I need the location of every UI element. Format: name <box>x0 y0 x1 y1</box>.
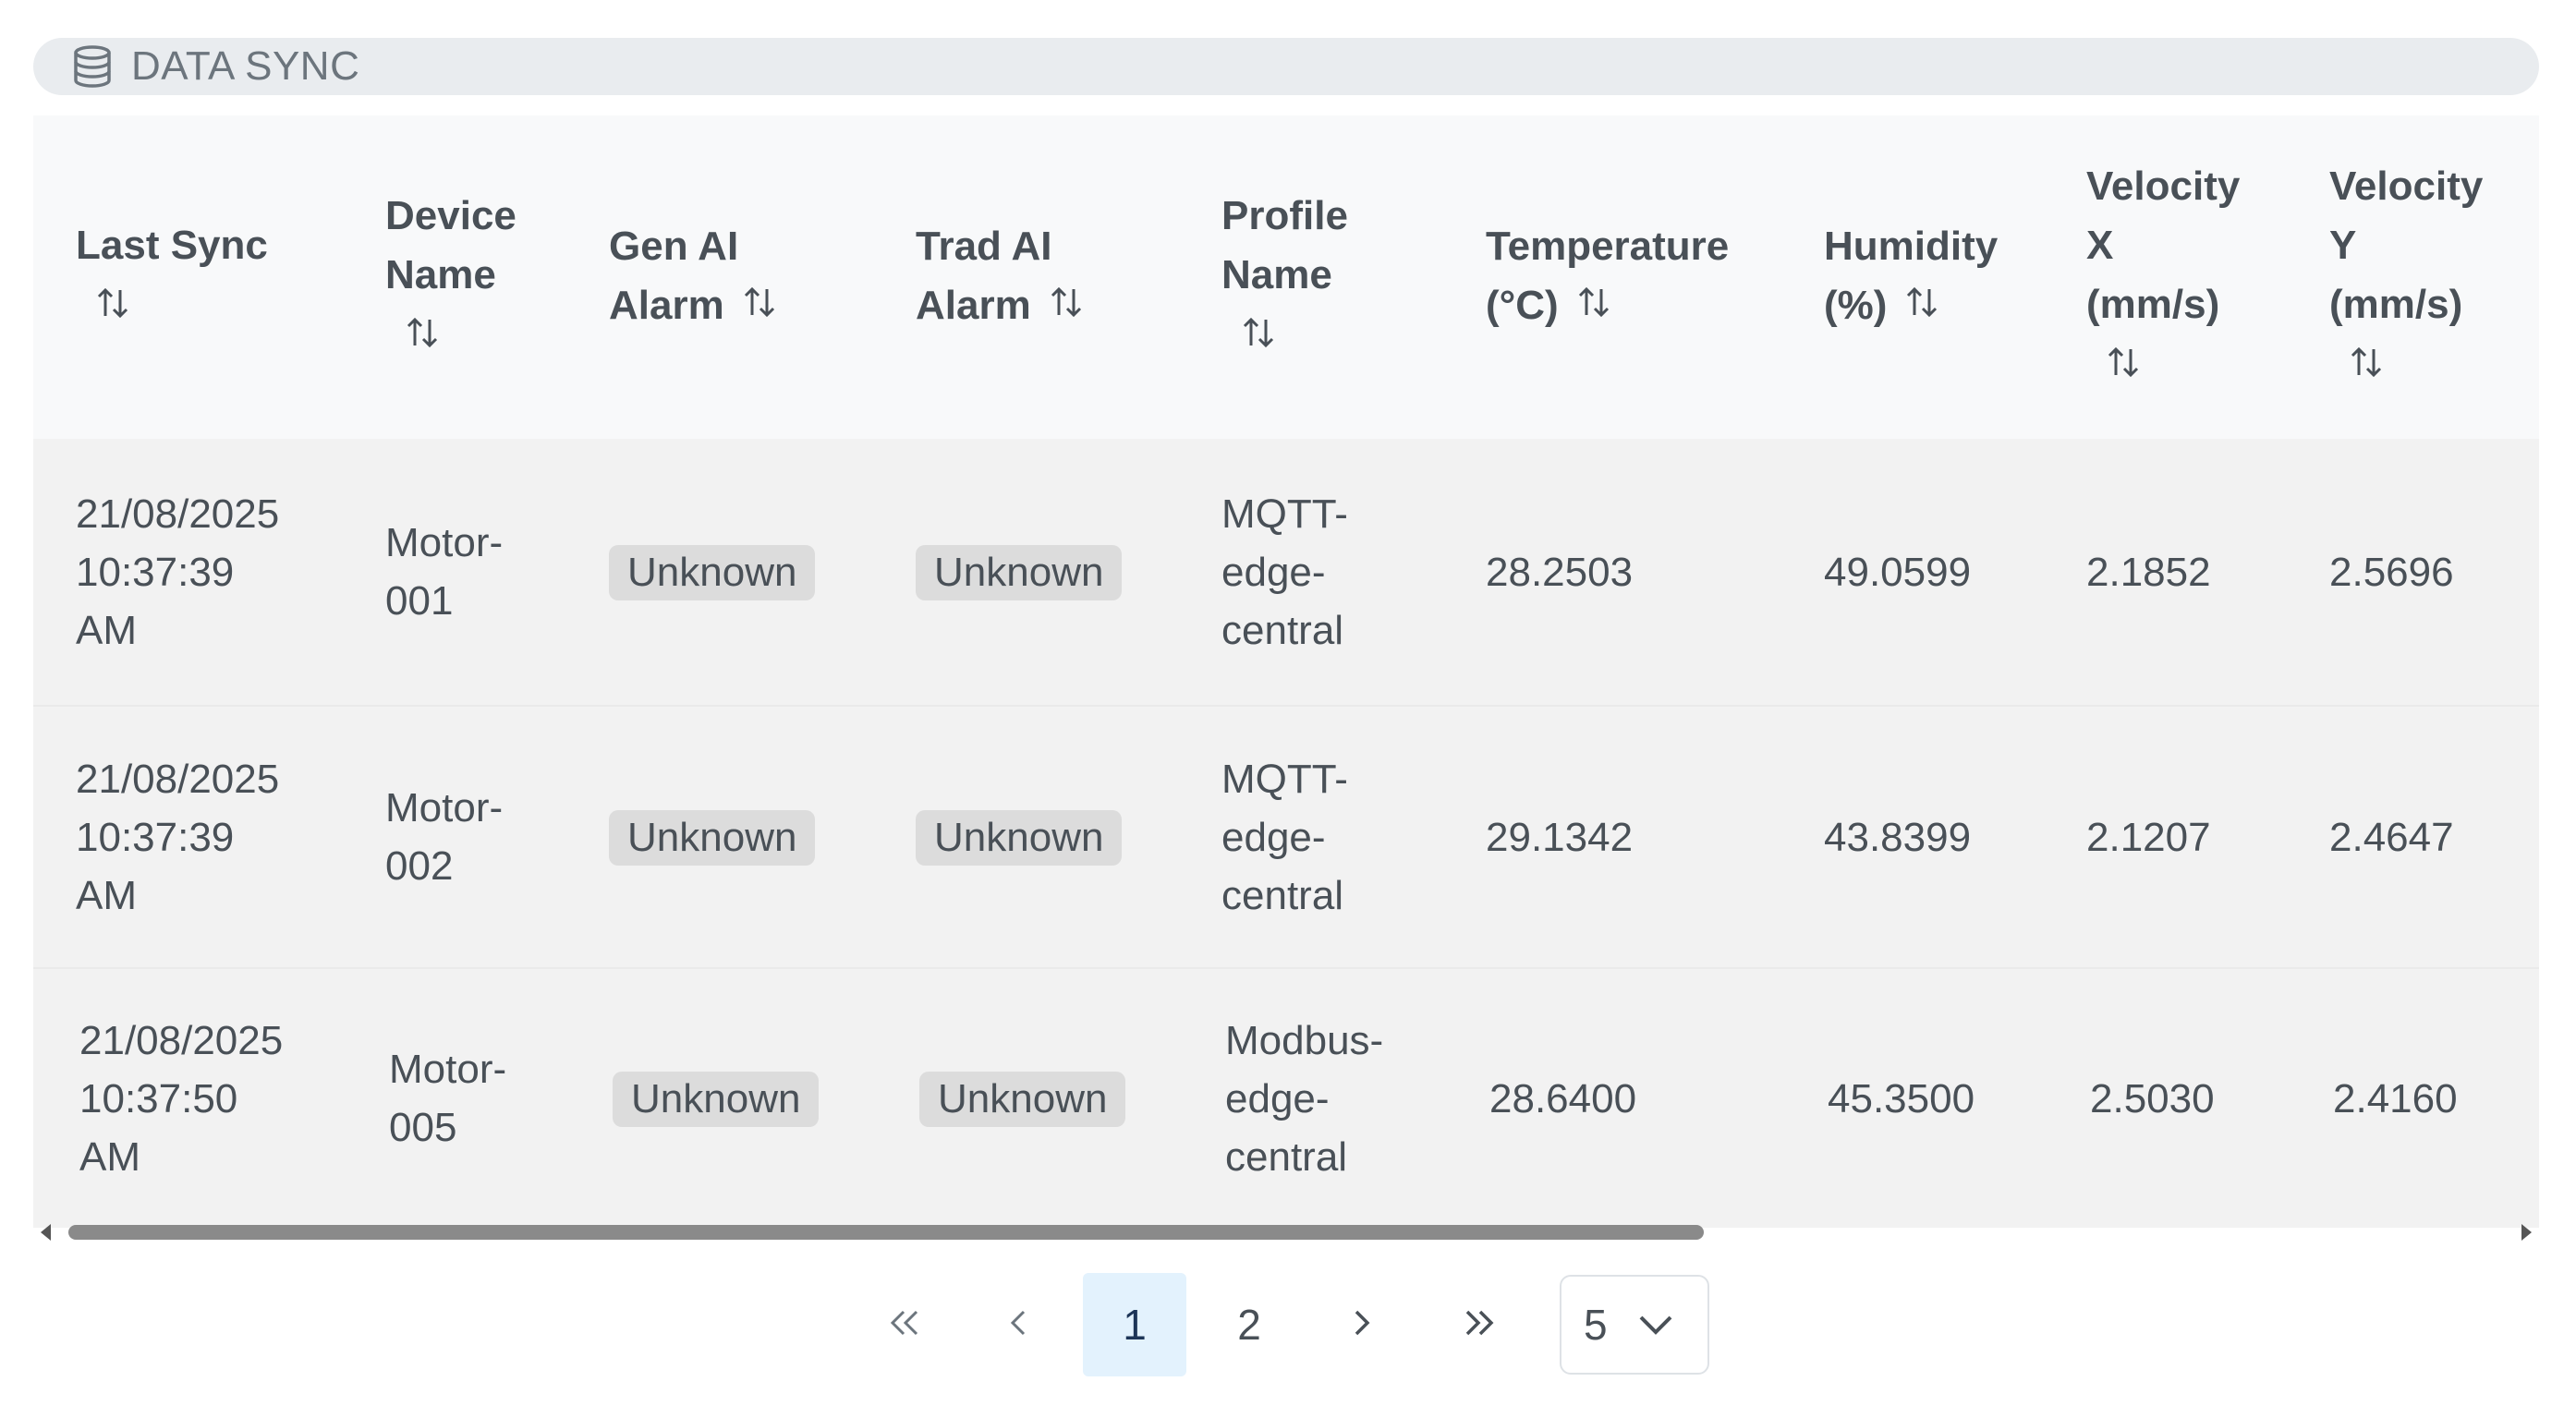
sort-icon[interactable] <box>1575 278 1612 337</box>
last-sync-cell: 21/08/2025 10:37:50 AM <box>79 1017 284 1180</box>
sort-icon[interactable] <box>2348 338 2385 397</box>
data-table-container <box>33 115 2539 1228</box>
column-header-temperature[interactable] <box>1443 115 1781 439</box>
table-row[interactable] <box>33 968 2539 1228</box>
table-row[interactable] <box>33 706 2539 968</box>
column-label: Humidity (%) <box>1824 223 1999 328</box>
gen-ai-alarm-badge: Unknown <box>609 545 815 600</box>
velocity-x-cell: 2.1852 <box>2086 549 2211 595</box>
panel-title: DATA SYNC <box>131 43 360 89</box>
profile-name-cell: Modbus-edge-central <box>1225 1017 1384 1180</box>
scroll-right-arrow-icon[interactable] <box>2521 1224 2532 1241</box>
temperature-cell: 28.2503 <box>1486 549 1634 595</box>
sort-icon[interactable] <box>1240 309 1277 368</box>
column-label: Profile Name <box>1221 192 1348 297</box>
sort-icon[interactable] <box>404 309 441 368</box>
pagination <box>0 1273 2576 1376</box>
last-sync-cell: 21/08/2025 10:37:39 AM <box>76 756 280 918</box>
rows-per-page-select[interactable] <box>1560 1275 1709 1375</box>
column-header-gen-ai-alarm[interactable] <box>566 115 873 439</box>
chevron-left-icon <box>1005 1306 1031 1344</box>
column-label: Velocity Y (mm/s) <box>2329 163 2484 327</box>
column-label: Device Name <box>385 192 516 297</box>
device-name-cell: Motor-005 <box>389 1047 507 1150</box>
sort-icon[interactable] <box>1903 278 1940 337</box>
column-header-velocity-y[interactable] <box>2296 115 2539 439</box>
table-header-row <box>33 115 2539 439</box>
trad-ai-alarm-badge: Unknown <box>916 810 1122 866</box>
double-chevron-left-icon <box>885 1306 926 1344</box>
database-icon <box>72 43 118 90</box>
gen-ai-alarm-badge: Unknown <box>609 810 815 866</box>
table-row[interactable] <box>33 439 2539 706</box>
sort-icon[interactable] <box>1048 278 1085 337</box>
velocity-y-cell: 2.4160 <box>2333 1075 2458 1121</box>
last-page-button[interactable] <box>1441 1273 1515 1376</box>
column-label: Gen AI Alarm <box>609 223 739 328</box>
sort-icon[interactable] <box>741 278 778 337</box>
gen-ai-alarm-badge: Unknown <box>613 1072 819 1127</box>
column-header-humidity[interactable] <box>1781 115 2053 439</box>
column-label: Velocity X (mm/s) <box>2086 163 2241 327</box>
previous-page-button[interactable] <box>983 1273 1053 1376</box>
chevron-right-icon <box>1349 1306 1375 1344</box>
data-sync-table <box>33 115 2539 1228</box>
first-page-button[interactable] <box>870 1273 941 1376</box>
page-1-button[interactable]: 1 <box>1083 1273 1186 1376</box>
column-label: Trad AI Alarm <box>916 223 1052 328</box>
column-header-profile-name[interactable] <box>1179 115 1443 439</box>
device-name-cell: Motor-001 <box>385 520 504 624</box>
scrollbar-thumb[interactable] <box>68 1225 1704 1240</box>
trad-ai-alarm-badge: Unknown <box>916 545 1122 600</box>
last-sync-cell: 21/08/2025 10:37:39 AM <box>76 491 280 653</box>
device-name-cell: Motor-002 <box>385 785 504 889</box>
temperature-cell: 28.6400 <box>1489 1075 1637 1121</box>
sort-icon[interactable] <box>2105 338 2142 397</box>
velocity-y-cell: 2.5696 <box>2329 549 2454 595</box>
column-header-velocity-x[interactable] <box>2053 115 2296 439</box>
velocity-x-cell: 2.1207 <box>2086 814 2211 860</box>
humidity-cell: 49.0599 <box>1824 549 1972 595</box>
profile-name-cell: MQTT-edge-central <box>1221 491 1348 653</box>
page-2-button[interactable]: 2 <box>1237 1301 1261 1349</box>
velocity-x-cell: 2.5030 <box>2090 1075 2215 1121</box>
velocity-y-cell: 2.4647 <box>2329 814 2454 860</box>
column-label: Temperature (°C) <box>1486 223 1730 328</box>
scroll-left-arrow-icon[interactable] <box>41 1224 51 1241</box>
humidity-cell: 45.3500 <box>1828 1075 1975 1121</box>
double-chevron-right-icon <box>1458 1306 1499 1344</box>
rows-per-page-value: 5 <box>1584 1301 1608 1349</box>
horizontal-scrollbar[interactable] <box>33 1218 2539 1250</box>
profile-name-cell: MQTT-edge-central <box>1221 756 1348 918</box>
sort-icon[interactable] <box>94 279 131 338</box>
humidity-cell: 43.8399 <box>1824 814 1972 860</box>
column-header-last-sync[interactable]: Last Sync <box>33 115 343 439</box>
data-sync-header <box>33 38 2539 95</box>
chevron-down-icon <box>1635 1312 1676 1338</box>
column-header-trad-ai-alarm[interactable] <box>873 115 1179 439</box>
next-page-button[interactable] <box>1327 1273 1397 1376</box>
temperature-cell: 29.1342 <box>1486 814 1634 860</box>
column-header-device-name[interactable] <box>343 115 566 439</box>
trad-ai-alarm-badge: Unknown <box>919 1072 1125 1127</box>
